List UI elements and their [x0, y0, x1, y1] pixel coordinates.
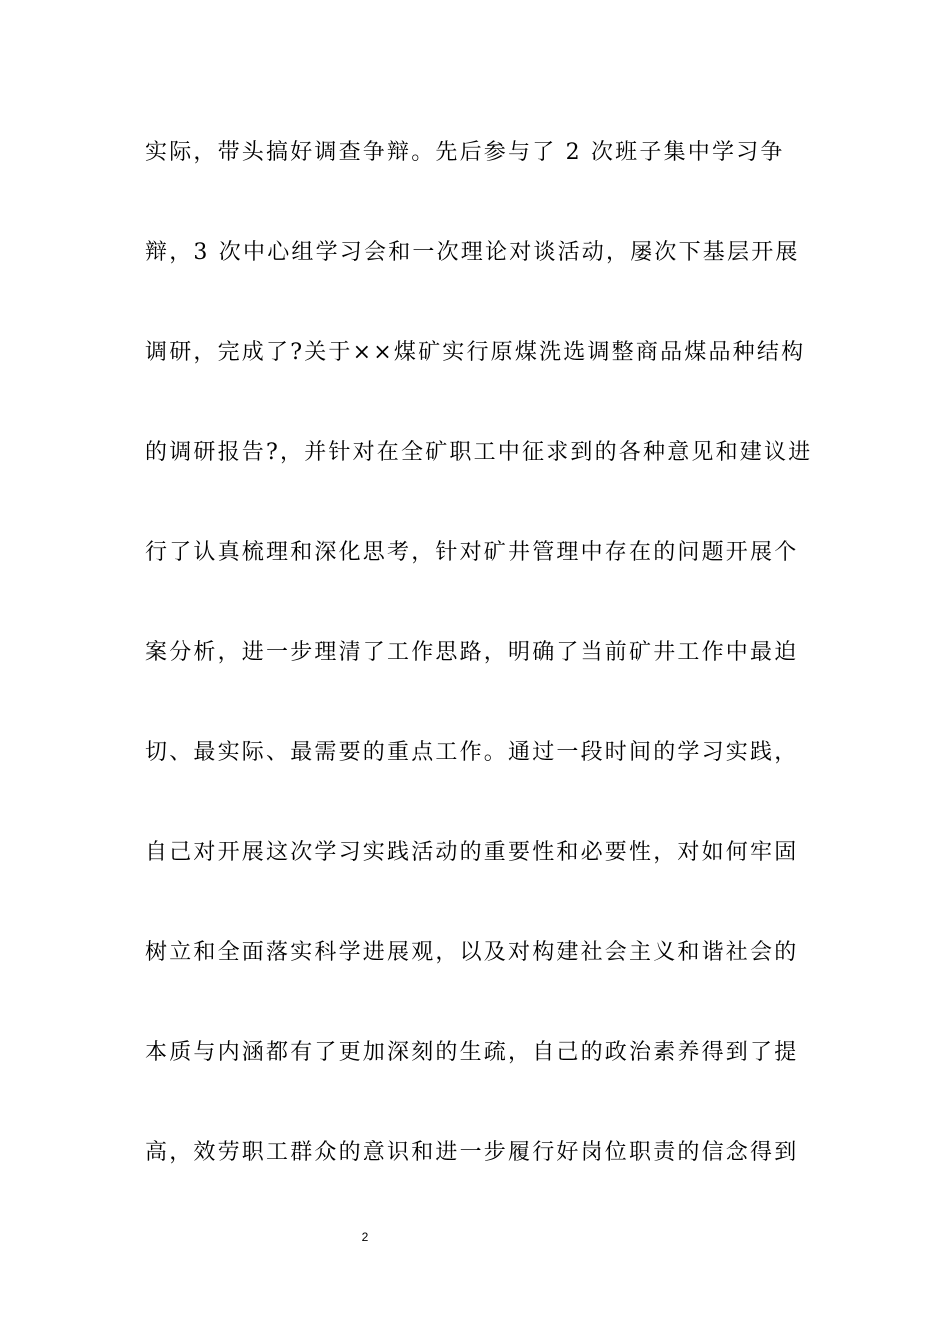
- body-text-line: 自己对开展这次学习实践活动的重要性和必要性，对如何牢固: [145, 840, 799, 865]
- body-text-line: 行了认真梳理和深化思考，针对矿井管理中存在的问题开展个: [145, 540, 799, 565]
- body-text-line: 切、最实际、最需要的重点工作。通过一段时间的学习实践，: [145, 740, 799, 765]
- body-text-line: 辩，3 次中心组学习会和一次理论对谈活动，屡次下基层开展: [145, 240, 800, 265]
- body-text-line: 树立和全面落实科学进展观，以及对构建社会主义和谐社会的: [145, 940, 799, 965]
- page-number: 2: [361, 1230, 369, 1244]
- body-text-line: 高，效劳职工群众的意识和进一步履行好岗位职责的信念得到: [145, 1140, 799, 1165]
- body-text-line: 本质与内涵都有了更加深刻的生疏，自己的政治素养得到了提: [145, 1040, 799, 1065]
- body-text-line: 调研，完成了?关于××煤矿实行原煤洗选调整商品煤品种结构: [145, 340, 806, 365]
- body-text-line: 实际，带头搞好调查争辩。先后参与了 2 次班子集中学习争: [145, 140, 785, 165]
- body-text-line: 案分析，进一步理清了工作思路，明确了当前矿井工作中最迫: [145, 640, 799, 665]
- body-text-line: 的调研报告?，并针对在全矿职工中征求到的各种意见和建议进: [145, 440, 813, 465]
